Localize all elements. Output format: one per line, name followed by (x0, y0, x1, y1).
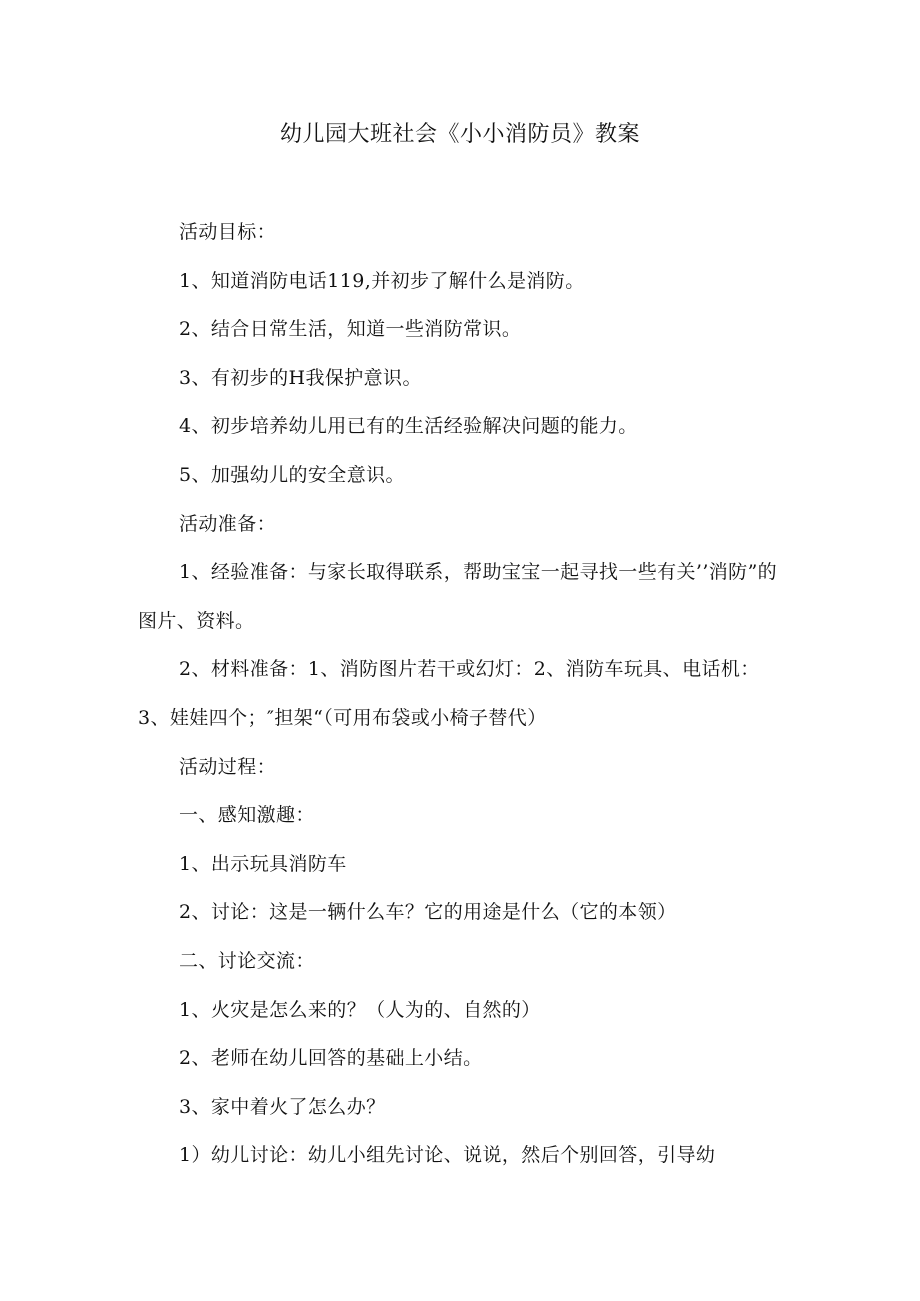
paragraph: 4、初步培养幼儿用已有的生活经验解决问题的能力。 (179, 415, 638, 438)
paragraph: 1、火灾是怎么来的？（人为的、自然的） (179, 998, 541, 1021)
paragraph: 1）幼儿讨论：幼儿小组先讨论、说说，然后个别回答，引导幼 (179, 1144, 716, 1167)
paragraph: 活动过程： (179, 755, 277, 778)
paragraph: 2、老师在幼儿回答的基础上小结。 (179, 1047, 483, 1070)
paragraph: 1、经验准备：与家长取得联系，帮助宝宝一起寻找一些有关’’消防”的图片、资料。 (138, 561, 778, 632)
paragraph: 3、家中着火了怎么办？ (179, 1095, 386, 1118)
document-title: 幼儿园大班社会《小小消防员》教案 (279, 122, 640, 147)
document-body (138, 208, 788, 1180)
paragraph: 3、有初步的H我保护意识。 (179, 366, 422, 389)
paragraph: 1、知道消防电话119,并初步了解什么是消防。 (179, 269, 585, 292)
paragraph: 2、讨论：这是一辆什么车？它的用途是什么（它的本领） (179, 901, 677, 924)
paragraph: 活动准备： (179, 512, 277, 535)
paragraph: 2、材料准备：1、消防图片若干或幻灯：2、消防车玩具、电话机：3、娃娃四个；″担架“（可用布袋或小椅子替代） (138, 658, 760, 729)
paragraph: 二、讨论交流： (179, 949, 315, 972)
paragraph: 一、感知激趣： (179, 804, 315, 827)
paragraph: 1、出示玩具消防车 (179, 852, 347, 875)
paragraph: 2、结合日常生活，知道一些消防常识。 (179, 318, 522, 341)
paragraph: 活动目标： (179, 221, 277, 243)
paragraph: 5、加强幼儿的安全意识。 (179, 463, 405, 486)
